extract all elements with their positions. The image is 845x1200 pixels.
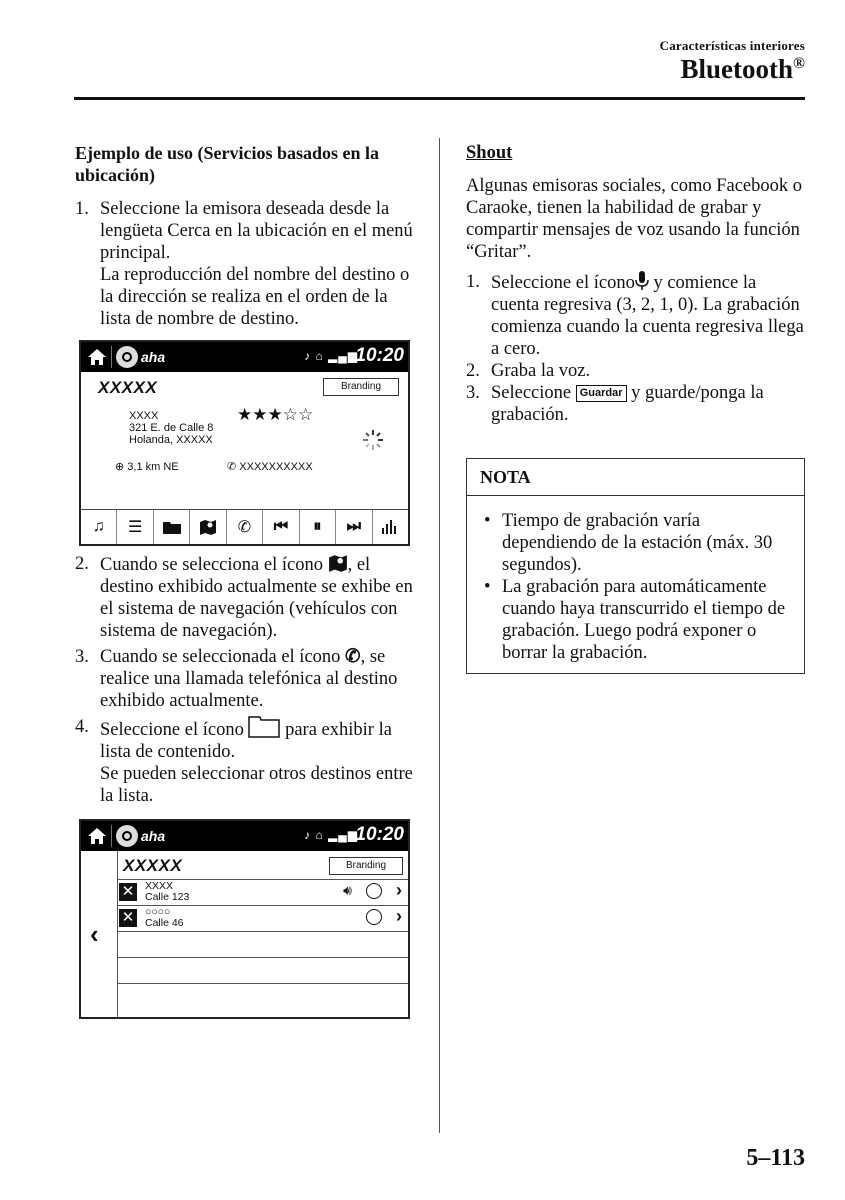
aha-screen-2: [79, 819, 410, 1019]
step-2: [75, 553, 420, 642]
page-title-text: Bluetooth: [680, 54, 794, 84]
step-1-text2: La reproducción del nombre del destino o la dirección se realiza en el orden de la lista de nombre de destino.: [100, 265, 410, 329]
shout-step-3-b: y guarde/ponga la grabación.: [491, 383, 764, 425]
branding-box: Branding: [323, 378, 399, 396]
pause-icon[interactable]: ⏸: [300, 510, 336, 544]
phone-icon: ✆: [345, 647, 361, 667]
step-1-num: 1.: [75, 199, 89, 219]
column-divider: [439, 138, 440, 1133]
app-name: aha: [141, 828, 166, 844]
close-icon[interactable]: ✕: [119, 883, 137, 901]
address-line-2: 321 E. de Calle 8: [129, 422, 214, 434]
speaker-icon: 🔊︎: [343, 882, 352, 898]
list-item[interactable]: [117, 984, 408, 1009]
step-3-text-a: Cuando se seleccionada el ícono: [100, 647, 341, 667]
note-item: [467, 510, 804, 576]
branding-box: Branding: [329, 857, 403, 875]
item-text: [145, 881, 189, 903]
map-pin-icon[interactable]: [190, 510, 226, 544]
folder-outline-icon: [248, 716, 280, 738]
separator: [111, 825, 112, 847]
step-4-num: 4.: [75, 717, 89, 737]
chevron-right-icon[interactable]: ›: [396, 906, 402, 926]
page-title: [681, 54, 805, 85]
clock: 10:20: [355, 345, 404, 366]
step-1-text: Seleccione la emisora deseada desde la lengüeta Cerca en la ubicación en el menú principal.: [100, 199, 413, 263]
shout-step-3-a: Seleccione: [491, 383, 572, 403]
phone-number: XXXXXXXXXX: [239, 461, 313, 473]
note-title: NOTA: [467, 459, 804, 496]
rating-stars[interactable]: ★★★☆☆: [237, 405, 314, 424]
shout-step-3-num: 3.: [466, 383, 480, 403]
aha-screen-1: [79, 340, 410, 546]
distance-text: 3,1 km NE: [127, 461, 179, 473]
shout-step-2: [466, 360, 806, 382]
note-list: [467, 510, 804, 664]
phone-small-icon: ✆: [227, 461, 240, 473]
item-text: [145, 907, 184, 929]
shout-steps: [466, 271, 806, 426]
distance-row: [115, 461, 179, 473]
step-2-text-a: Cuando se selecciona el ícono: [100, 555, 323, 575]
shout-step-1-num: 1.: [466, 272, 480, 292]
loading-spinner-icon: [361, 428, 385, 452]
separator: [111, 346, 112, 368]
list-item[interactable]: [117, 906, 408, 932]
registered-mark: ®: [793, 55, 805, 72]
item-title: XXXX: [145, 880, 174, 892]
clock-icon[interactable]: [366, 883, 382, 899]
chevron-right-icon[interactable]: ›: [396, 880, 402, 900]
list-item[interactable]: [117, 932, 408, 958]
step-4: [75, 716, 420, 807]
music-note-icon[interactable]: ♫: [81, 510, 117, 544]
item-subtitle: Calle 46: [145, 917, 184, 929]
shout-step-1-b: y comience la cuenta regresiva (3, 2, 1, 0). La grabación comienza cuando la cuenta regresiva llega a cero.: [491, 273, 804, 359]
step-2-text-b: , el destino exhibido actualmente se exhibe en el sistema de navegación (vehículos con sistema de navegación).: [100, 555, 413, 641]
shout-heading: Shout: [466, 143, 513, 163]
steps-list-b: [75, 553, 420, 807]
page-number: 5–113: [746, 1145, 805, 1171]
item-subtitle: Calle 123: [145, 891, 190, 903]
left-column-top: [75, 142, 420, 330]
section-title: Características interiores: [659, 38, 805, 53]
bullet: •: [484, 577, 491, 597]
step-4-text-a: Seleccione el ícono: [100, 720, 244, 740]
previous-icon[interactable]: ⏮: [263, 510, 299, 544]
next-icon[interactable]: ⏭: [336, 510, 372, 544]
shout-step-2-num: 2.: [466, 361, 480, 381]
equalizer-icon[interactable]: [373, 510, 408, 544]
right-column: [466, 142, 806, 426]
shout-step-1: [466, 271, 806, 360]
step-4-text-b: para exhibir la lista de contenido.: [100, 720, 392, 762]
station-name: XXXXX: [98, 378, 158, 397]
status-bar: [81, 342, 408, 372]
note-item-text: La grabación para automáticamente cuando haya transcurrido el tiempo de grabación. Luego podrá exponer o borrar la grabación.: [502, 577, 786, 663]
aha-logo-icon: [116, 825, 138, 847]
home-icon[interactable]: [87, 347, 107, 367]
list-item[interactable]: [117, 880, 408, 906]
app-name: aha: [141, 349, 166, 365]
note-item: [467, 576, 804, 664]
toolbar: [81, 509, 408, 544]
steps-list-a: [75, 198, 420, 330]
list-item[interactable]: [117, 958, 408, 984]
step-3-num: 3.: [75, 647, 89, 667]
aha-logo-icon: [116, 346, 138, 368]
shout-step-2-text: Graba la voz.: [491, 361, 591, 381]
clock: 10:20: [355, 824, 404, 845]
station-name: XXXXX: [123, 856, 183, 875]
item-title: ○○○○: [145, 906, 171, 918]
address-line-1: XXXX: [129, 410, 159, 422]
map-pin-icon: [328, 553, 348, 573]
step-2-num: 2.: [75, 554, 89, 574]
address-line-3: Holanda, XXXXX: [129, 434, 213, 446]
status-icons: ♪ ⌂ ▂▄▆: [304, 349, 358, 363]
status-icons: ♪ ⌂ ▂▄▆: [304, 828, 358, 842]
home-icon[interactable]: [87, 826, 107, 846]
address-block: [129, 410, 213, 446]
example-heading: Ejemplo de uso (Servicios basados en la ubicación): [75, 143, 380, 185]
step-1: [75, 198, 420, 330]
step-4-text2: Se pueden seleccionar otros destinos entre la lista.: [100, 764, 413, 806]
step-3: [75, 646, 420, 712]
note-item-text: Tiempo de grabación varía dependiendo de la estación (máx. 30 segundos).: [502, 511, 773, 575]
guardar-button[interactable]: Guardar: [576, 385, 627, 402]
phone-icon[interactable]: ✆: [227, 510, 263, 544]
back-chevron-icon[interactable]: ‹: [90, 919, 99, 949]
shout-step-3: [466, 382, 806, 426]
list-icon[interactable]: ☰: [117, 510, 153, 544]
bullet: •: [484, 511, 491, 531]
note-box: [466, 458, 805, 674]
microphone-icon: [635, 271, 649, 291]
clock-icon[interactable]: [366, 909, 382, 925]
compass-icon: ⊕: [115, 461, 128, 473]
status-bar: [81, 821, 408, 851]
close-icon[interactable]: ✕: [119, 909, 137, 927]
header-rule: [74, 97, 805, 100]
shout-step-1-a: Seleccione el ícono: [491, 273, 635, 293]
shout-intro: Algunas emisoras sociales, como Facebook o Caraoke, tienen la habilidad de grabar y compartir mensajes de voz usando la función “Gritar”.: [466, 176, 803, 262]
phone-row[interactable]: [227, 461, 313, 473]
step-3-text-b: , se realice una llamada telefónica al destino exhibido actualmente.: [100, 647, 398, 711]
folder-icon[interactable]: [154, 510, 190, 544]
back-panel[interactable]: [81, 851, 118, 1017]
left-column-bottom: [75, 553, 420, 807]
